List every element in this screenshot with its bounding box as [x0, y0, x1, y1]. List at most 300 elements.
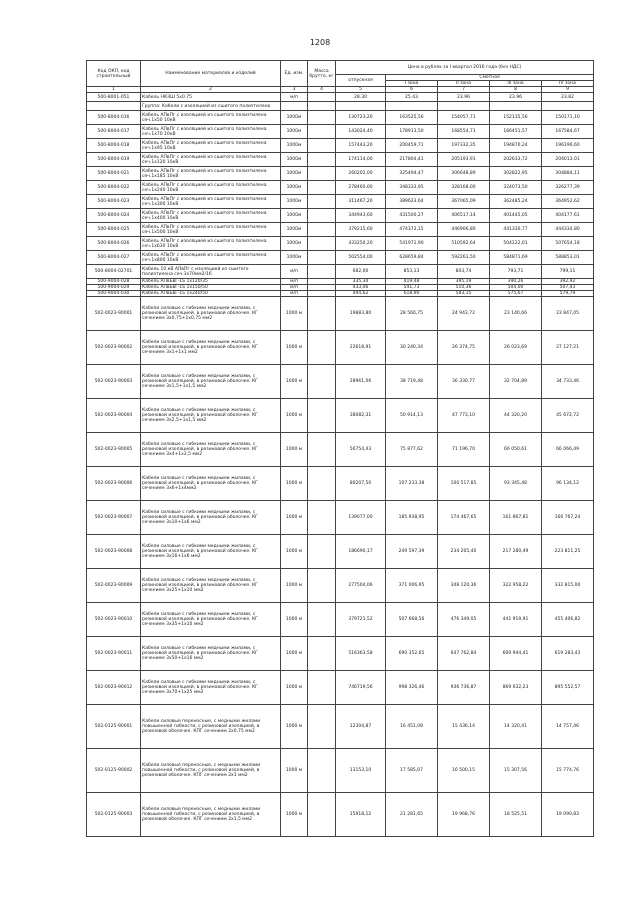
row-zone-price: 306648,89 [438, 167, 490, 181]
row-mass [308, 365, 336, 399]
row-unit: м/п [281, 291, 308, 297]
row-release-price: 502554,00 [336, 251, 386, 265]
row-zone-price: 474372,15 [386, 223, 438, 237]
col-number: 2 [141, 87, 281, 93]
row-release-price: 12304,87 [336, 705, 386, 749]
col-number: 7 [438, 87, 490, 93]
row-zone-price: 217804,41 [386, 153, 438, 167]
table-row [87, 399, 594, 433]
row-name: Кабель НКЭШ 5х0.75 [141, 93, 281, 102]
row-zone-price: 32 704,89 [490, 365, 542, 399]
table-row [87, 139, 594, 153]
row-zone-price: 23 140,66 [490, 297, 542, 331]
row-code: 502-0023-90006 [87, 467, 141, 501]
row-zone-price: 205193,91 [438, 153, 490, 167]
row-code: 502-0023-90007 [87, 501, 141, 535]
row-zone-price: 23 847,05 [542, 297, 594, 331]
row-name: Кабель АПвПг с изоляцией из сшитого полиэтилена сеч.1х70 10кВ [141, 125, 281, 139]
row-release-price: 433,06 [336, 285, 386, 291]
row-mass [308, 181, 336, 195]
table-body [87, 61, 594, 837]
row-mass [308, 111, 336, 125]
row-mass [308, 223, 336, 237]
row-zone-price: 96 134,12 [542, 467, 594, 501]
row-zone-price: 895 552,57 [542, 671, 594, 705]
row-unit: м/п [281, 279, 308, 285]
row-zone-price: 541,73 [386, 285, 438, 291]
row-zone-price: 217 280,49 [490, 535, 542, 569]
row-unit: 1000 м [281, 749, 308, 793]
table-row [87, 603, 594, 637]
row-zone-price: 507 668,56 [386, 603, 438, 637]
table-row [87, 365, 594, 399]
row-zone-price: 71 196,70 [438, 433, 490, 467]
row-zone-price: 600 944,41 [490, 637, 542, 671]
row-zone-price: 510,36 [438, 285, 490, 291]
row-code: 502-0023-90005 [87, 433, 141, 467]
row-unit: 1000 м [281, 501, 308, 535]
header-estimate: Сметная [386, 75, 594, 81]
row-zone-price: 17 585,07 [386, 749, 438, 793]
row-release-price: 143024,40 [336, 125, 386, 139]
row-unit: 1000 м [281, 535, 308, 569]
row-code: 500-8004-016 [87, 111, 141, 125]
row-zone-price: 45 672,72 [542, 399, 594, 433]
row-zone-price: 304884,11 [542, 167, 594, 181]
row-zone-price: 690 352,65 [386, 637, 438, 671]
row-unit: 1000м [281, 195, 308, 209]
row-code: 502-0023-90004 [87, 399, 141, 433]
row-zone-price: 23.82 [542, 93, 594, 102]
row-zone-price: 793,71 [490, 265, 542, 279]
row-zone-price [542, 102, 594, 111]
row-zone-price: 223 811,25 [542, 535, 594, 569]
table-row [87, 125, 594, 139]
row-release-price: 516363,58 [336, 637, 386, 671]
row-code [87, 102, 141, 111]
row-zone-price: 583,15 [438, 291, 490, 297]
row-zone-price: 628659,84 [386, 251, 438, 265]
table-row [87, 501, 594, 535]
table-row [87, 331, 594, 365]
header-mass: Масса брутто, кг [308, 61, 336, 87]
row-name: Кабель АПвБвГ-LS 1х150/50 [141, 285, 281, 291]
row-zone-price: 348333,95 [386, 181, 438, 195]
row-name: Кабели силовые с гибкими медными жилами, с резиновой изоляцией, в резиновой оболочке. КГ сечением 3х25+1х10 мм2 [141, 569, 281, 603]
row-name: Кабели силовые переносные, с медными жилами повышенной гибкости, с резиновой изоляцией, в резиновой оболочке. КПГ сечением 2х1,5 мм2 [141, 793, 281, 837]
row-code: 500-8004-02701 [87, 265, 141, 279]
row-unit: 1000 м [281, 603, 308, 637]
row-zone-price: 507654,18 [542, 237, 594, 251]
row-zone-price: 197332,35 [438, 139, 490, 153]
row-zone-price: 15 307,56 [490, 749, 542, 793]
row-mass [308, 535, 336, 569]
row-mass [308, 125, 336, 139]
row-unit: м/п [281, 93, 308, 102]
row-mass [308, 603, 336, 637]
row-unit: м/п [281, 285, 308, 291]
group-row [87, 102, 594, 111]
col-number: 6 [386, 87, 438, 93]
row-code: 502-0023-90009 [87, 569, 141, 603]
row-zone-price: 204013,01 [542, 153, 594, 167]
row-name: Кабель АПвПг с изоляцией из сшитого полиэтилена сеч.1х800 10кВ [141, 251, 281, 265]
row-mass [308, 102, 336, 111]
row-zone-price: 66 066,49 [542, 433, 594, 467]
header-zone-1: I зона [386, 81, 438, 87]
col-number: 9 [542, 87, 594, 93]
row-unit: 1000м [281, 181, 308, 195]
row-mass [308, 501, 336, 535]
table-row [87, 793, 594, 837]
row-zone-price: 504,00 [490, 285, 542, 291]
row-unit: 1000м [281, 167, 308, 181]
row-unit: 1000 м [281, 671, 308, 705]
col-number: 1 [87, 87, 141, 93]
row-mass [308, 153, 336, 167]
row-mass [308, 705, 336, 749]
row-code: 502-0023-90011 [87, 637, 141, 671]
table-row [87, 671, 594, 705]
row-zone-price: 107 233,38 [386, 467, 438, 501]
row-zone-price: 392,92 [542, 279, 594, 285]
row-unit: 1000 м [281, 331, 308, 365]
row-code: 500-8001-051 [87, 93, 141, 102]
row-code: 500-8004-022 [87, 181, 141, 195]
row-name: Кабели силовые с гибкими медными жилами, с резиновой изоляцией, в резиновой оболочке. КГ сечением 3х0,75+1х0,75 мм2 [141, 297, 281, 331]
row-name: Кабель АПвПг с изоляцией из сшитого полиэтилена сеч.1х400 10кВ [141, 209, 281, 223]
col-number: 4 [308, 87, 336, 93]
row-zone-price: 348 120,36 [438, 569, 490, 603]
row-zone-price: 541971,90 [386, 237, 438, 251]
table-row [87, 111, 594, 125]
row-zone-price: 166 767,24 [542, 501, 594, 535]
row-name: Группа: Кабели с изоляцией из сшитого полиэтилена [141, 102, 281, 111]
table-row [87, 93, 594, 102]
row-zone-price: 401445,05 [490, 209, 542, 223]
row-mass [308, 251, 336, 265]
row-zone-price: 167584,67 [542, 125, 594, 139]
row-code: 500-9004-029 [87, 285, 141, 291]
row-release-price: 15918,12 [336, 793, 386, 837]
row-name: Кабель АПвПг с изоляцией из сшитого полиэтилена сеч.1х240 10кВ [141, 181, 281, 195]
row-zone-price: 431500,27 [386, 209, 438, 223]
col-number: 8 [490, 87, 542, 93]
row-mass [308, 467, 336, 501]
row-release-price: 494,62 [336, 291, 386, 297]
row-name: Кабели силовые переносные, с медными жилами повышенной гибкости, с резиновой изоляцией, в резиновой оболочке. КПГ сечением 2х0,75 мм2 [141, 705, 281, 749]
row-zone-price: 166451,57 [490, 125, 542, 139]
header-zone-4: IV зона [542, 81, 594, 87]
row-zone-price: 455 406,82 [542, 603, 594, 637]
row-zone-price: 441 919,91 [490, 603, 542, 637]
col-number: 5 [336, 87, 386, 93]
col-number: 3 [281, 87, 308, 93]
row-unit: 1000 м [281, 467, 308, 501]
row-mass [308, 433, 336, 467]
row-zone-price: 23.96 [490, 93, 542, 102]
row-zone-price: 174 467,65 [438, 501, 490, 535]
row-zone-price: 322 958,22 [490, 569, 542, 603]
header-row-1 [87, 61, 594, 75]
row-zone-price: 93 345,48 [490, 467, 542, 501]
row-zone-price: 15 436,14 [438, 705, 490, 749]
row-code: 500-8004-024 [87, 209, 141, 223]
row-zone-price: 328168,00 [438, 181, 490, 195]
row-unit: 1000 м [281, 705, 308, 749]
row-zone-price: 15 774,76 [542, 749, 594, 793]
row-zone-price: 234 205,40 [438, 535, 490, 569]
row-release-price: 174114,00 [336, 153, 386, 167]
row-zone-price: 404177,61 [542, 209, 594, 223]
row-zone-price: 371 006,95 [386, 569, 438, 603]
row-code: 500-8004-021 [87, 167, 141, 181]
row-zone-price: 367065,09 [438, 195, 490, 209]
row-zone-price: 18 525,51 [490, 793, 542, 837]
row-zone-price: 444334,80 [542, 223, 594, 237]
row-release-price: 335,34 [336, 279, 386, 285]
row-zone-price: 185 938,95 [386, 501, 438, 535]
row-zone-price: 34 733,46 [542, 365, 594, 399]
row-code: 500-8004-027 [87, 251, 141, 265]
row-zone-price: 66 050,61 [490, 433, 542, 467]
row-mass [308, 93, 336, 102]
row-unit: 1000 м [281, 637, 308, 671]
row-mass [308, 139, 336, 153]
table-row [87, 637, 594, 671]
table-row [87, 237, 594, 251]
row-name: Кабели силовые с гибкими медными жилами, с резиновой изоляцией, в резиновой оболочке. КГ сечением 3х1+1х1 мм2 [141, 331, 281, 365]
row-mass [308, 749, 336, 793]
row-zone-price: 326277,39 [542, 181, 594, 195]
row-release-price: 56754,43 [336, 433, 386, 467]
row-zone-price: 26 374,75 [438, 331, 490, 365]
row-zone-price: 19 090,83 [542, 793, 594, 837]
row-unit: 1000м [281, 209, 308, 223]
row-name: Кабели силовые с гибкими медными жилами, с резиновой изоляцией, в резиновой оболочке. КГ сечением 3х1,5+1х1,5 мм2 [141, 365, 281, 399]
row-name: Кабель АПвПг с изоляцией из сшитого полиэтилена сеч.1х500 10кВ [141, 223, 281, 237]
row-zone-price: 100 517,85 [438, 467, 490, 501]
row-release-price: 130723,20 [336, 111, 386, 125]
row-release-price: 139077,00 [336, 501, 386, 535]
header-release: отпускная [336, 75, 386, 87]
row-name: Кабель АПвПг с изоляцией из сшитого полиэтилена сеч.1х185 10кВ [141, 167, 281, 181]
row-mass [308, 265, 336, 279]
header-zone-3: III зона [490, 81, 542, 87]
row-zone-price: 26 023,69 [490, 331, 542, 365]
row-name: Кабель 10 кВ АПвПг с изоляцией из сшитого полиэтилена сеч.3х70мм2/16 [141, 265, 281, 279]
table-row [87, 223, 594, 237]
row-release-price: 379721,52 [336, 603, 386, 637]
row-release-price: 379215,60 [336, 223, 386, 237]
row-release-price: 311467,20 [336, 195, 386, 209]
row-code: 500-8004-018 [87, 139, 141, 153]
row-zone-price: 21 281,65 [386, 793, 438, 837]
row-zone-price: 510592,64 [438, 237, 490, 251]
row-unit: 1000м [281, 139, 308, 153]
row-zone-price: 592261,50 [438, 251, 490, 265]
row-mass [308, 399, 336, 433]
row-code: 500-9004-028 [87, 279, 141, 285]
row-zone-price: 196196,60 [542, 139, 594, 153]
row-release-price: 746719,56 [336, 671, 386, 705]
row-zone-price: 16 500,15 [438, 749, 490, 793]
row-name: Кабели силовые с гибкими медными жилами, с резиновой изоляцией, в резиновой оболочке. КГ сечением 3х35+1х10 мм2 [141, 603, 281, 637]
table-row [87, 467, 594, 501]
row-code: 500-9004-030 [87, 291, 141, 297]
row-zone-price: 50 914,13 [386, 399, 438, 433]
row-zone-price: 507,43 [542, 285, 594, 291]
row-unit: 1000м [281, 237, 308, 251]
row-zone-price: 395,19 [438, 279, 490, 285]
row-zone-price: 14 757,46 [542, 705, 594, 749]
table-row [87, 251, 594, 265]
row-release-price: 38082,31 [336, 399, 386, 433]
row-zone-price: 803,74 [438, 265, 490, 279]
row-zone-price: 47 773,10 [438, 399, 490, 433]
row-zone-price: 75 877,62 [386, 433, 438, 467]
row-name: Кабель АПвПг с изоляцией из сшитого полиэтилена сеч.1х300 10кВ [141, 195, 281, 209]
row-release-price: 278460,00 [336, 181, 386, 195]
row-zone-price: 200459,71 [386, 139, 438, 153]
row-zone-price: 163525,56 [386, 111, 438, 125]
header-zone-2: II зона [438, 81, 490, 87]
row-mass [308, 671, 336, 705]
row-unit: 1000 м [281, 297, 308, 331]
row-unit: 1000 м [281, 569, 308, 603]
row-name: Кабель АПвПг с изоляцией из сшитого полиэтилена сеч.1х630 10кВ [141, 237, 281, 251]
row-unit [281, 102, 308, 111]
row-zone-price: 178913,50 [386, 125, 438, 139]
row-name: Кабели силовые с гибкими медными жилами, с резиновой изоляцией, в резиновой оболочке. КГ сечением 3х4+1х2,5 мм2 [141, 433, 281, 467]
row-name: Кабель АПвПг с изоляцией из сшитого полиэтилена сеч.1х95 10кВ [141, 139, 281, 153]
row-zone-price: 332 815,00 [542, 569, 594, 603]
table-row [87, 209, 594, 223]
row-name: Кабель АПвПг с изоляцией из сшитого полиэтилена сеч.1х120 10кВ [141, 153, 281, 167]
row-release-price: 157443,20 [336, 139, 386, 153]
row-name: Кабели силовые с гибкими медными жилами, с резиновой изоляцией, в резиновой оболочке. КГ сечением 3х70+1х25 мм2 [141, 671, 281, 705]
row-zone-price: 16 451,08 [386, 705, 438, 749]
row-mass [308, 331, 336, 365]
row-zone-price: 619 283,43 [542, 637, 594, 671]
row-code: 502-0023-90012 [87, 671, 141, 705]
row-code: 502-0125-90003 [87, 793, 141, 837]
row-release-price [336, 102, 386, 111]
row-code: 502-0023-90008 [87, 535, 141, 569]
row-mass [308, 637, 336, 671]
row-zone-price: 419,48 [386, 279, 438, 285]
row-zone-price: 150171,10 [542, 111, 594, 125]
row-mass [308, 569, 336, 603]
row-name: Кабель АПвПг с изоляцией из сшитого полиэтилена сеч.1х50 10кВ [141, 111, 281, 125]
row-mass [308, 297, 336, 331]
row-zone-price: 19 968,76 [438, 793, 490, 837]
row-zone-price: 27 127,21 [542, 331, 594, 365]
row-unit: 1000 м [281, 365, 308, 399]
header-price-group: Цена в рублях за I квартал 2016 года (без НДС) [336, 61, 594, 75]
table-row [87, 167, 594, 181]
row-release-price: 344943,60 [336, 209, 386, 223]
table-row [87, 153, 594, 167]
row-name: Кабели силовые с гибкими медными жилами, с резиновой изоляцией, в резиновой оболочке. КГ сечением 3х10+1х6 мм2 [141, 501, 281, 535]
row-code: 502-0023-90001 [87, 297, 141, 331]
row-zone-price: 202633,72 [490, 153, 542, 167]
row-zone-price: 168554,71 [438, 125, 490, 139]
row-unit: м/п [281, 265, 308, 279]
row-zone-price: 588853,01 [542, 251, 594, 265]
row-zone-price: 389623,64 [386, 195, 438, 209]
row-zone-price: 24 943,72 [438, 297, 490, 331]
row-release-price: 28.30 [336, 93, 386, 102]
row-code: 502-0125-90001 [87, 705, 141, 749]
row-release-price: 260202,00 [336, 167, 386, 181]
row-release-price: 433250,20 [336, 237, 386, 251]
row-code: 502-0023-90002 [87, 331, 141, 365]
row-code: 500-8004-026 [87, 237, 141, 251]
price-table [86, 60, 594, 837]
row-zone-price: 30 240,34 [386, 331, 438, 365]
row-zone-price: 584871,69 [490, 251, 542, 265]
table-row [87, 535, 594, 569]
row-release-price: 13153,10 [336, 749, 386, 793]
row-code: 500-8004-023 [87, 195, 141, 209]
row-zone-price: 194870,24 [490, 139, 542, 153]
row-zone-price: 28 560,75 [386, 297, 438, 331]
row-zone-price: 575,67 [490, 291, 542, 297]
row-unit: 1000 м [281, 793, 308, 837]
row-zone-price [438, 102, 490, 111]
row-unit: 1000м [281, 153, 308, 167]
row-code: 502-0023-90003 [87, 365, 141, 399]
row-zone-price: 38 719,48 [386, 365, 438, 399]
row-mass [308, 237, 336, 251]
row-name: Кабель АПвБвГ-LS 1х240/50 [141, 291, 281, 297]
row-name: Кабели силовые переносные, с медными жилами повышенной гибкости, с резиновой изоляцией, в резиновой оболочке. КПГ сечением 2х1 мм2 [141, 749, 281, 793]
row-zone-price: 406517,14 [438, 209, 490, 223]
row-zone-price: 302822,95 [490, 167, 542, 181]
row-mass [308, 209, 336, 223]
row-zone-price [490, 102, 542, 111]
header-unit: Ед. изм. [281, 61, 308, 87]
row-zone-price: 618,90 [386, 291, 438, 297]
row-zone-price: 25.43 [386, 93, 438, 102]
row-zone-price: 154057,71 [438, 111, 490, 125]
header-code: Код ОКП, код строительный [87, 61, 141, 87]
table-row [87, 705, 594, 749]
row-name: Кабели силовые с гибкими медными жилами, с резиновой изоляцией, в резиновой оболочке. КГ сечением 3х2,5+1х1,5 мм2 [141, 399, 281, 433]
row-unit: 1000м [281, 111, 308, 125]
row-name: Кабели силовые с гибкими медными жилами, с резиновой изоляцией, в резиновой оболочке. КГ сечением 3х50+1х16 мм2 [141, 637, 281, 671]
row-release-price: 682,00 [336, 265, 386, 279]
row-zone-price: 446906,80 [438, 223, 490, 237]
row-code: 500-8004-025 [87, 223, 141, 237]
row-zone-price: 504222,01 [490, 237, 542, 251]
row-unit: 1000 м [281, 399, 308, 433]
table-row [87, 181, 594, 195]
table-row [87, 195, 594, 209]
row-code: 502-0023-90010 [87, 603, 141, 637]
table-row [87, 433, 594, 467]
row-zone-price: 362485,24 [490, 195, 542, 209]
row-zone-price: 14 320,41 [490, 705, 542, 749]
row-release-price: 22618,91 [336, 331, 386, 365]
page-number: 1208 [309, 38, 331, 47]
row-code: 500-8004-019 [87, 153, 141, 167]
row-zone-price: 324073,50 [490, 181, 542, 195]
row-zone-price: 44 320,20 [490, 399, 542, 433]
row-zone-price: 161 867,81 [490, 501, 542, 535]
row-unit: 1000м [281, 251, 308, 265]
